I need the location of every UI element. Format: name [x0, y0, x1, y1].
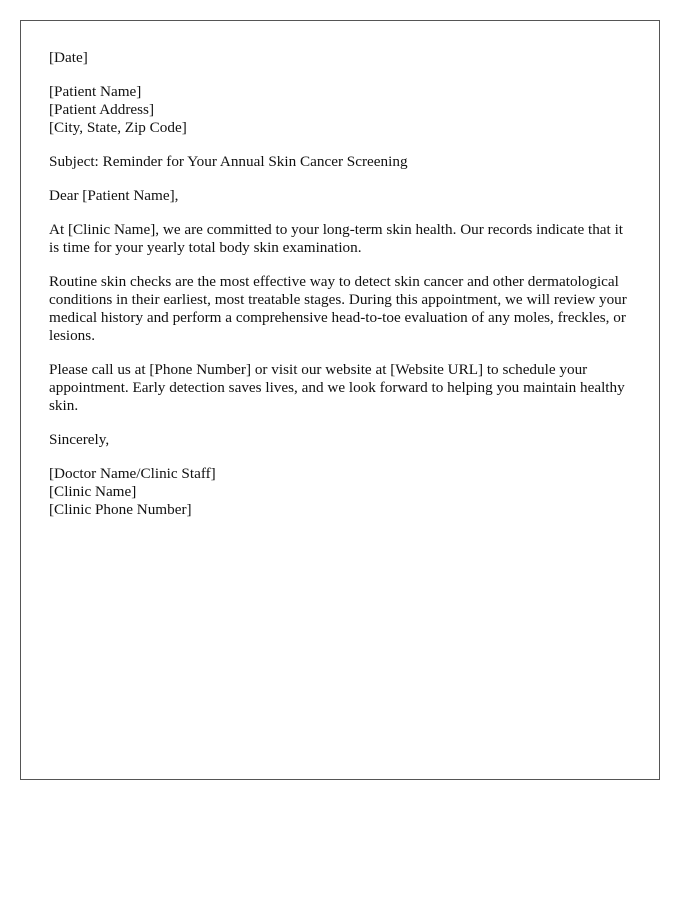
letter-subject: Subject: Reminder for Your Annual Skin Cancer Screening	[49, 153, 408, 170]
paragraph-call-to-action: Please call us at [Phone Number] or visit our website at [Website URL] to schedule your appointment. Early detection saves lives, and we look forward to helping you maintain healthy skin.	[49, 361, 625, 414]
letter-page	[20, 20, 660, 780]
letter-closing: Sincerely,	[49, 431, 110, 448]
letter-date: [Date]	[49, 49, 88, 66]
paragraph-intro: At [Clinic Name], we are committed to your long-term skin health. Our records indicate that it is time for your yearly total body skin examination.	[49, 221, 624, 256]
signature-name: [Doctor Name/Clinic Staff]	[49, 465, 216, 482]
date-block	[49, 49, 633, 67]
recipient-name: [Patient Name]	[49, 83, 142, 100]
letter-body	[49, 49, 633, 535]
recipient-address: [Patient Address]	[49, 101, 155, 118]
signature-block	[49, 465, 633, 519]
recipient-block	[49, 83, 633, 137]
signature-phone: [Clinic Phone Number]	[49, 501, 192, 518]
closing-block	[49, 431, 633, 449]
salutation-block	[49, 187, 633, 205]
letter-salutation: Dear [Patient Name],	[49, 187, 179, 204]
subject-block	[49, 153, 633, 171]
signature-clinic: [Clinic Name]	[49, 483, 137, 500]
paragraph-details: Routine skin checks are the most effective way to detect skin cancer and other dermatological conditions in their earliest, most treatable stages. During this appointment, we will review your medical history and perform a comprehensive head-to-toe evaluation of any moles, freckles, or lesions.	[49, 273, 627, 344]
recipient-city-state-zip: [City, State, Zip Code]	[49, 119, 187, 136]
